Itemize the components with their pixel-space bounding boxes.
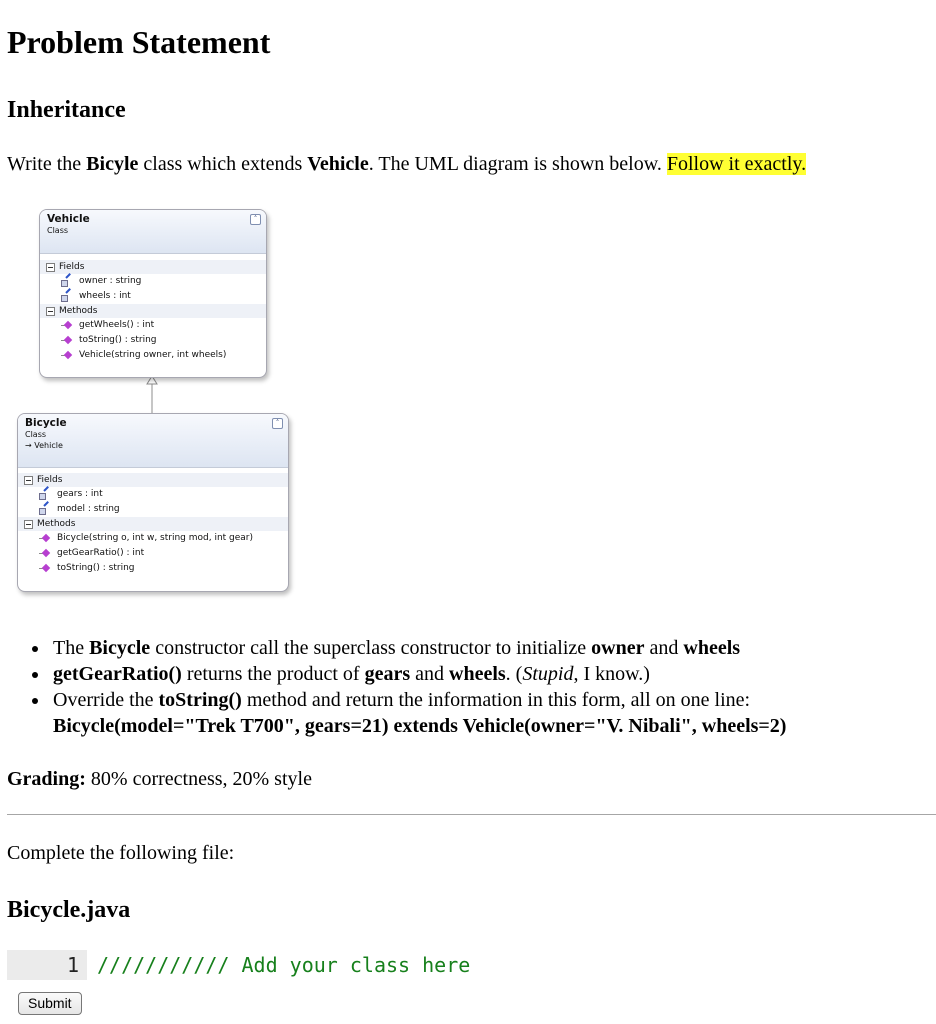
field-item: gears : int	[18, 487, 288, 502]
uml-class-kind: Class	[47, 226, 69, 235]
field-item: model : string	[18, 502, 288, 517]
section-title: Inheritance	[7, 97, 126, 123]
uml-header	[18, 414, 288, 468]
page-title: Problem Statement	[7, 24, 271, 60]
collapse-icon[interactable]: ˄	[250, 214, 261, 225]
method-item: Bicycle(string o, int w, string mod, int gear)	[18, 531, 288, 546]
method-icon	[39, 549, 50, 558]
uml-class-bicycle	[17, 413, 289, 592]
field-icon	[61, 277, 72, 286]
list-item: The Bicycle constructor call the superclass constructor to initialize owner and wheels	[53, 635, 786, 661]
method-icon	[39, 564, 50, 573]
method-icon	[39, 534, 50, 543]
code-line[interactable]: /////////// Add your class here	[97, 953, 471, 977]
collapse-icon[interactable]: ˄	[272, 418, 283, 429]
collapse-minus-icon[interactable]	[46, 307, 55, 316]
tostring-example: Bicycle(model="Trek T700", gears=21) extends Vehicle(owner="V. Nibali", wheels=2)	[53, 715, 787, 737]
field-icon	[61, 292, 72, 301]
collapse-minus-icon[interactable]	[24, 476, 33, 485]
fields-section-header[interactable]: Fields	[40, 260, 266, 274]
intro-paragraph: Write the Bicyle class which extends Vehicle. The UML diagram is shown below. Follow it exactly.	[7, 153, 807, 175]
fields-section-header[interactable]: Fields	[18, 473, 288, 487]
requirements-list	[53, 635, 786, 739]
class-name: Bicyle	[86, 153, 139, 175]
method-item: toString() : string	[40, 333, 266, 348]
uml-header	[40, 210, 266, 254]
field-icon	[39, 490, 50, 499]
inheritance-arrow	[140, 374, 164, 418]
uml-body	[40, 254, 266, 363]
uml-base-class: → Vehicle	[25, 441, 63, 450]
method-item: getGearRatio() : int	[18, 546, 288, 561]
field-item: owner : string	[40, 274, 266, 289]
method-item: Vehicle(string owner, int wheels)	[40, 348, 266, 363]
uml-class-kind: Class	[25, 430, 47, 439]
methods-section-header[interactable]: Methods	[40, 304, 266, 318]
grading-line: Grading: 80% correctness, 20% style	[7, 768, 312, 790]
method-item: toString() : string	[18, 561, 288, 576]
highlighted-instruction: Follow it exactly.	[666, 153, 807, 175]
submit-button[interactable]: Submit	[18, 992, 82, 1015]
field-item: wheels : int	[40, 289, 266, 304]
method-icon	[61, 351, 72, 360]
method-item: getWheels() : int	[40, 318, 266, 333]
divider	[7, 814, 936, 815]
complete-instruction: Complete the following file:	[7, 842, 235, 864]
base-class-name: Vehicle	[307, 153, 369, 175]
list-item: Override the toString() method and return the information in this form, all on one line: Bicycle(model="Trek T700", gears=21) extends Vehicle(owner="V. Nibali", wheels=2)	[53, 689, 787, 737]
method-icon	[61, 336, 72, 345]
uml-class-name: Vehicle	[47, 213, 90, 225]
methods-section-header[interactable]: Methods	[18, 517, 288, 531]
collapse-minus-icon[interactable]	[46, 263, 55, 272]
uml-class-name: Bicycle	[25, 417, 67, 429]
uml-class-vehicle	[39, 209, 267, 378]
collapse-minus-icon[interactable]	[24, 520, 33, 529]
code-editor[interactable]	[7, 950, 470, 980]
method-icon	[61, 321, 72, 330]
field-icon	[39, 505, 50, 514]
uml-body	[18, 468, 288, 576]
line-number: 1	[7, 950, 87, 980]
list-item: getGearRatio() returns the product of gears and wheels. (Stupid, I know.)	[53, 661, 786, 687]
file-name-heading: Bicycle.java	[7, 897, 131, 923]
